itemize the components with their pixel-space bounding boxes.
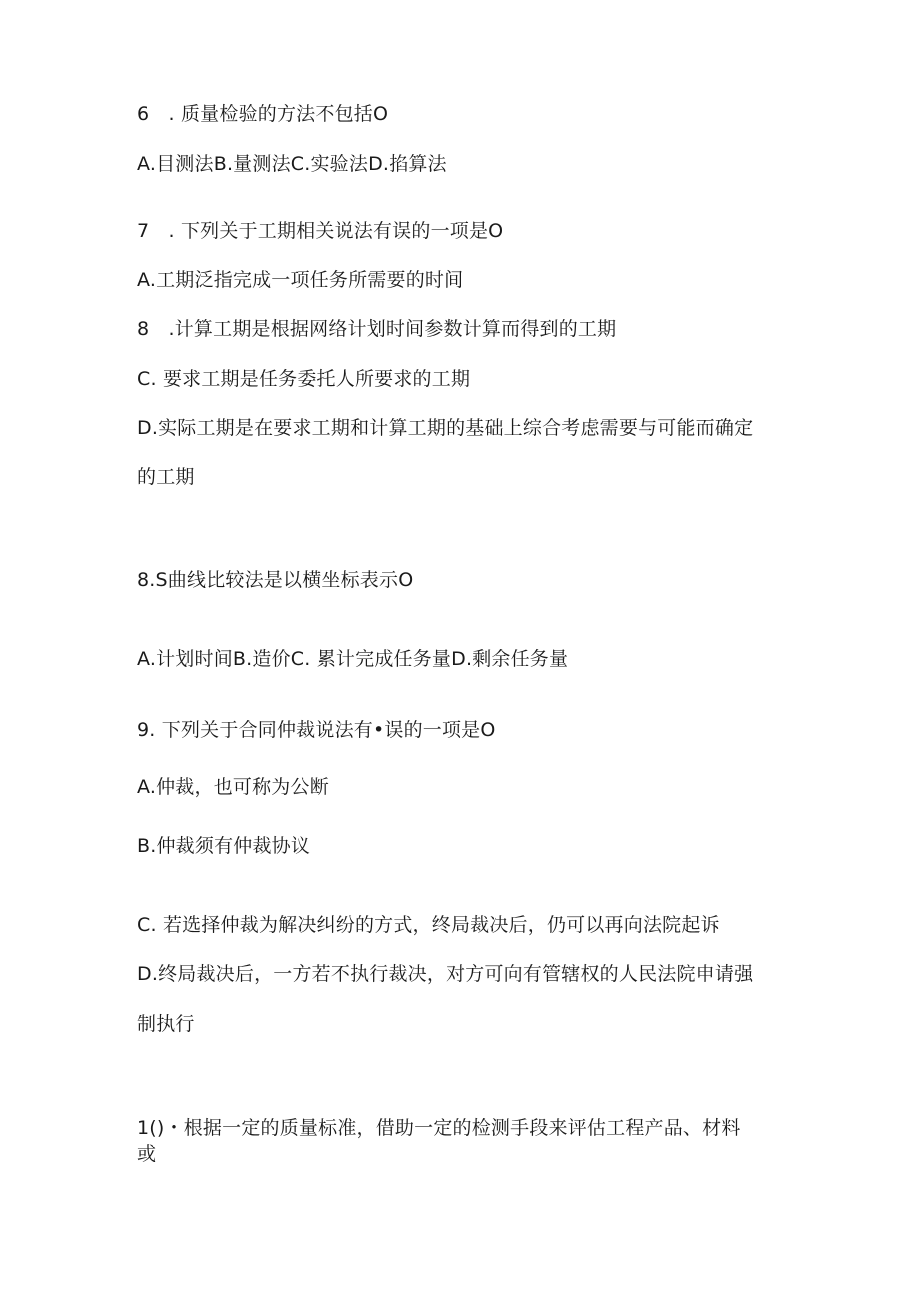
question-7-stem: 7 . 下列关于工期相关说法有误的一项是O [137,220,504,242]
question-10-stem-continued: 或 [137,1143,157,1165]
question-8-stem: 8.S曲线比较法是以横坐标表示O [137,569,414,591]
question-9-option-d: D.终局裁决后，一方若不执行裁决，对方可向有管辖权的人民法院申请强 [137,963,754,985]
question-8-options: A.计划时间B.造价C. 累计完成任务量D.剩余任务量 [137,648,569,670]
question-7-option-d: D.实际工期是在要求工期和计算工期的基础上综合考虑需要与可能而确定 [137,417,754,439]
question-6-stem: 6 . 质量检验的方法不包括O [137,103,389,125]
question-9-stem: 9. 下列关于合同仲裁说法有•误的一项是O [137,719,496,741]
question-6-options: A.目测法B.量测法C.实验法D.掐算法 [137,153,447,175]
question-9-option-a: A.仲裁，也可称为公断 [137,776,329,798]
question-9-option-c: C. 若选择仲裁为解决纠纷的方式，终局裁决后，仍可以再向法院起诉 [137,914,720,936]
question-9-option-d-continued: 制执行 [137,1013,195,1035]
question-7-option-c: C. 要求工期是任务委托人所要求的工期 [137,368,471,390]
question-7-option-b: 8 .计算工期是根据网络计划时间参数计算而得到的工期 [137,318,617,340]
question-7-option-a: A.工期泛指完成一项任务所需要的时间 [137,269,464,291]
question-10-stem: 1()・根据一定的质量标准，借助一定的检测手段来评估工程产品、材料 [137,1117,741,1139]
question-7-option-d-continued: 的工期 [137,466,195,488]
question-9-option-b: B.仲裁须有仲裁协议 [137,835,311,857]
